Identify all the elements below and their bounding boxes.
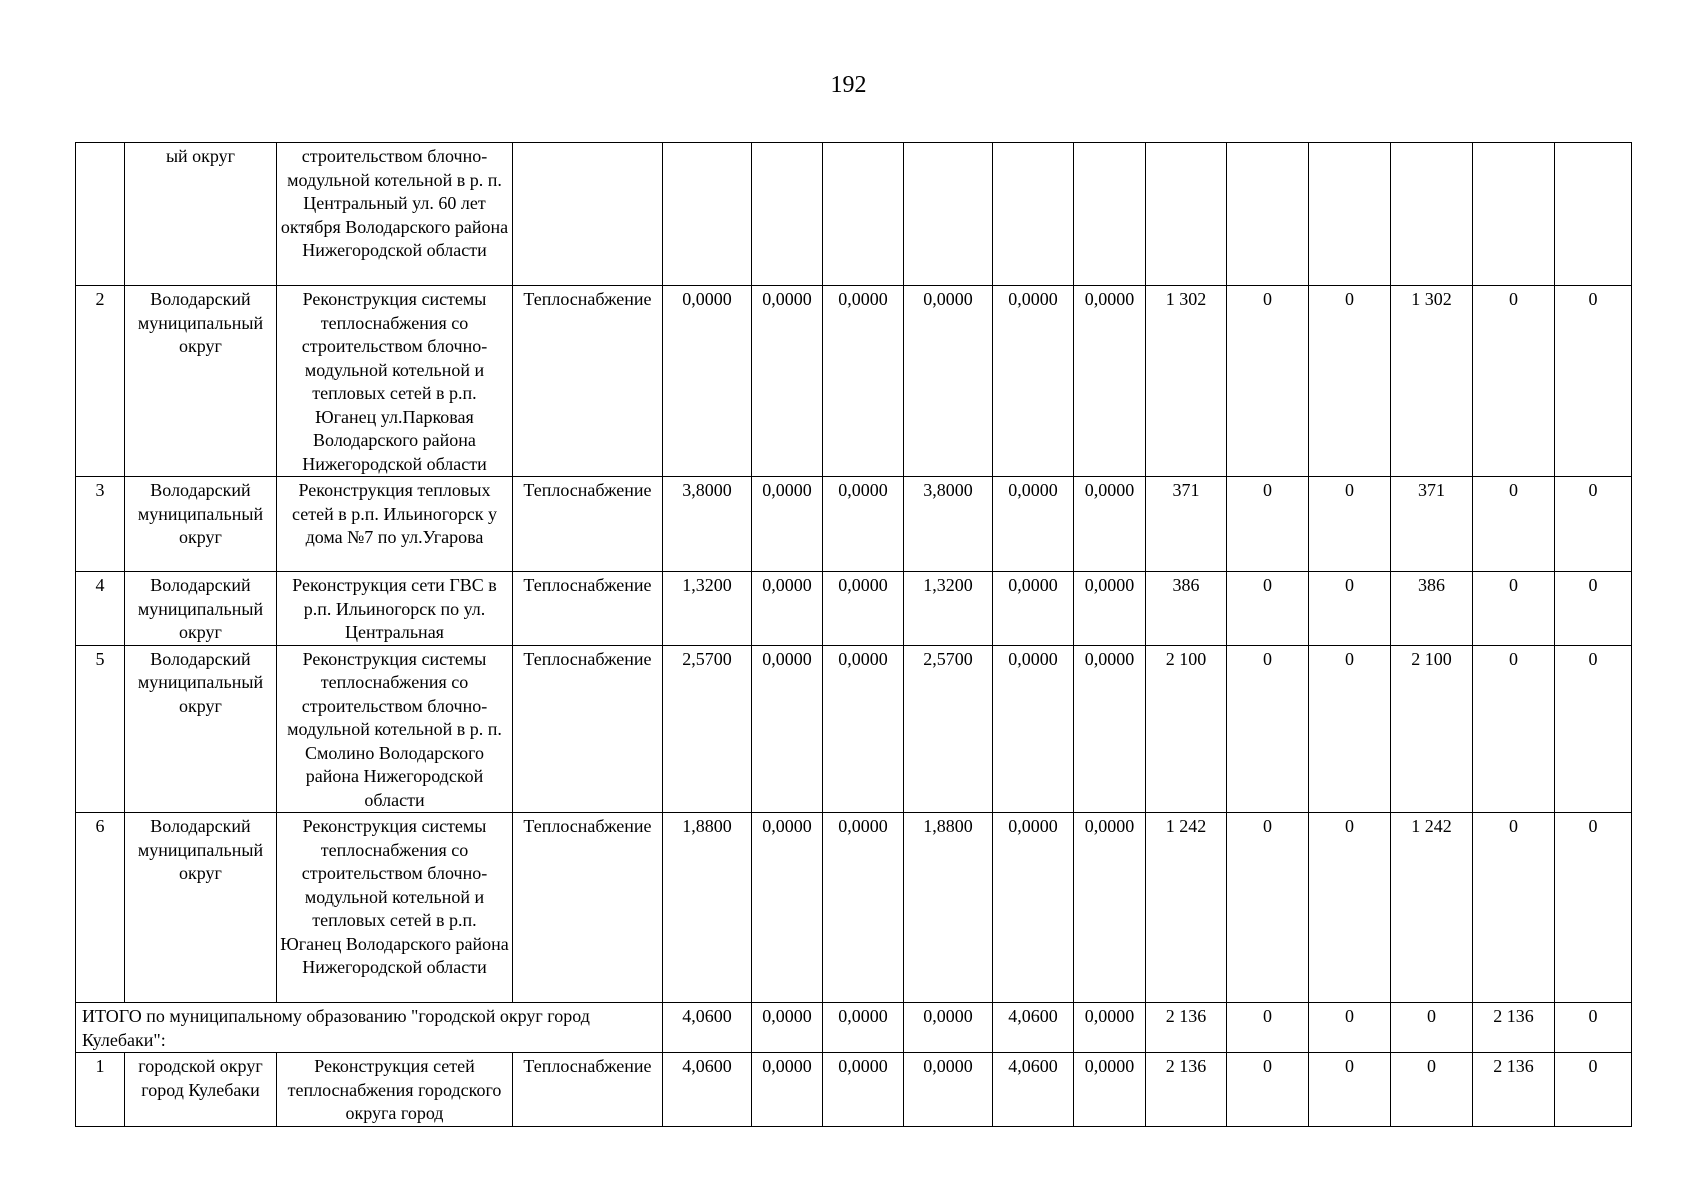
value-cell [752,143,823,286]
value-cell: 0,0000 [752,477,823,572]
value-cell [904,143,993,286]
value-cell: 0,0000 [823,645,904,813]
value-cell: 0 [1555,813,1632,1003]
value-cell: 0,0000 [752,286,823,477]
value-cell: 2,5700 [904,645,993,813]
value-cell [1074,143,1146,286]
value-cell: 371 [1391,477,1473,572]
page-number: 192 [830,72,867,98]
row-number: 2 [76,286,125,477]
value-cell: 0 [1309,1003,1391,1053]
value-cell: 0 [1555,645,1632,813]
value-cell: 0 [1309,813,1391,1003]
category-cell: Теплоснабжение [513,286,663,477]
row-number: 3 [76,477,125,572]
project-cell: Реконструкция сетей теплоснабжения городского округа город [277,1053,513,1127]
total-row [76,1003,1632,1053]
value-cell: 0,0000 [823,572,904,646]
value-cell: 0 [1555,1053,1632,1127]
value-cell: 0 [1473,813,1555,1003]
value-cell: 0,0000 [993,477,1074,572]
value-cell: 0,0000 [823,813,904,1003]
value-cell [1473,143,1555,286]
value-cell [1146,143,1227,286]
row-number [76,143,125,286]
value-cell: 0,0000 [904,286,993,477]
value-cell: 1,8800 [663,813,752,1003]
value-cell: 1,8800 [904,813,993,1003]
value-cell: 0 [1309,477,1391,572]
table-row [76,813,1632,1003]
project-cell: Реконструкция системы теплоснабжения со строительством блочно-модульной котельной в р. п. Смолино Володарского района Нижегородской области [277,645,513,813]
value-cell: 3,8000 [663,477,752,572]
value-cell: 2,5700 [663,645,752,813]
value-cell: 0,0000 [993,572,1074,646]
value-cell: 0 [1227,286,1309,477]
value-cell: 0,0000 [1074,1053,1146,1127]
value-cell: 4,0600 [663,1003,752,1053]
value-cell: 0,0000 [752,572,823,646]
value-cell: 0 [1227,477,1309,572]
value-cell: 1 302 [1391,286,1473,477]
value-cell [663,143,752,286]
category-cell: Теплоснабжение [513,1053,663,1127]
value-cell: 2 100 [1146,645,1227,813]
value-cell: 0,0000 [752,1003,823,1053]
value-cell: 0 [1227,1053,1309,1127]
project-cell: Реконструкция системы теплоснабжения со строительством блочно-модульной котельной и тепловых сетей в р.п. Юганец ул.Парковая Володарского района Нижегородской области [277,286,513,477]
municipality-cell: Володарский муниципальный округ [125,645,277,813]
value-cell: 0,0000 [1074,477,1146,572]
municipality-cell: Володарский муниципальный округ [125,572,277,646]
category-cell: Теплоснабжение [513,477,663,572]
value-cell: 2 136 [1146,1003,1227,1053]
value-cell: 0,0000 [752,813,823,1003]
table-row [76,1053,1632,1127]
value-cell: 0,0000 [1074,1003,1146,1053]
value-cell [1555,143,1632,286]
table-row [76,645,1632,813]
value-cell: 0 [1473,645,1555,813]
table-row [76,477,1632,572]
value-cell: 0 [1473,477,1555,572]
value-cell: 3,8000 [904,477,993,572]
category-cell: Теплоснабжение [513,572,663,646]
value-cell: 0,0000 [1074,645,1146,813]
value-cell: 0,0000 [904,1053,993,1127]
value-cell: 2 136 [1473,1003,1555,1053]
table-body [76,143,1632,1127]
value-cell: 0,0000 [663,286,752,477]
municipality-cell: Володарский муниципальный округ [125,477,277,572]
value-cell: 0,0000 [823,286,904,477]
municipality-cell: Володарский муниципальный округ [125,813,277,1003]
value-cell: 0,0000 [752,645,823,813]
municipality-cell: ый округ [125,143,277,286]
total-label: ИТОГО по муниципальному образованию "городской округ город Кулебаки": [76,1003,663,1053]
value-cell: 0 [1309,286,1391,477]
municipality-cell: Володарский муниципальный округ [125,286,277,477]
value-cell: 0,0000 [1074,813,1146,1003]
value-cell: 0,0000 [1074,572,1146,646]
value-cell: 0 [1309,645,1391,813]
value-cell: 0 [1473,286,1555,477]
row-number: 6 [76,813,125,1003]
value-cell [993,143,1074,286]
value-cell: 1 242 [1391,813,1473,1003]
value-cell: 0,0000 [993,286,1074,477]
value-cell: 386 [1146,572,1227,646]
value-cell: 371 [1146,477,1227,572]
value-cell: 2 136 [1473,1053,1555,1127]
value-cell: 0 [1555,286,1632,477]
municipality-cell: городской округ город Кулебаки [125,1053,277,1127]
row-number: 4 [76,572,125,646]
value-cell: 0,0000 [904,1003,993,1053]
row-number: 1 [76,1053,125,1127]
value-cell: 1 242 [1146,813,1227,1003]
value-cell: 0 [1555,1003,1632,1053]
value-cell: 4,0600 [663,1053,752,1127]
value-cell [823,143,904,286]
project-cell: Реконструкция сети ГВС в р.п. Ильиногорск по ул. Центральная [277,572,513,646]
value-cell: 0 [1391,1053,1473,1127]
value-cell: 0 [1309,572,1391,646]
project-cell: Реконструкция системы теплоснабжения со строительством блочно-модульной котельной и тепловых сетей в р.п. Юганец Володарского района Нижегородской области [277,813,513,1003]
value-cell: 0,0000 [823,1053,904,1127]
value-cell: 0 [1391,1003,1473,1053]
table-row [76,572,1632,646]
value-cell: 0 [1227,1003,1309,1053]
project-cell: строительством блочно-модульной котельной в р. п. Центральный ул. 60 лет октября Володарского района Нижегородской области [277,143,513,286]
value-cell: 0,0000 [823,1003,904,1053]
investment-table [75,142,1632,1127]
project-cell: Реконструкция тепловых сетей в р.п. Ильиногорск у дома №7 по ул.Угарова [277,477,513,572]
table-row [76,286,1632,477]
category-cell: Теплоснабжение [513,813,663,1003]
value-cell: 0,0000 [752,1053,823,1127]
value-cell: 2 100 [1391,645,1473,813]
value-cell: 0 [1227,813,1309,1003]
value-cell: 4,0600 [993,1003,1074,1053]
value-cell: 386 [1391,572,1473,646]
value-cell: 0 [1555,572,1632,646]
value-cell [1391,143,1473,286]
value-cell [1227,143,1309,286]
value-cell: 1,3200 [904,572,993,646]
table-row [76,143,1632,286]
value-cell: 0,0000 [823,477,904,572]
value-cell: 0,0000 [993,813,1074,1003]
value-cell: 4,0600 [993,1053,1074,1127]
category-cell [513,143,663,286]
category-cell: Теплоснабжение [513,645,663,813]
value-cell: 0 [1555,477,1632,572]
value-cell: 0 [1227,645,1309,813]
value-cell: 0 [1227,572,1309,646]
value-cell: 1,3200 [663,572,752,646]
value-cell: 0 [1309,1053,1391,1127]
value-cell: 0,0000 [993,645,1074,813]
value-cell: 2 136 [1146,1053,1227,1127]
value-cell [1309,143,1391,286]
row-number: 5 [76,645,125,813]
value-cell: 0,0000 [1074,286,1146,477]
value-cell: 1 302 [1146,286,1227,477]
value-cell: 0 [1473,572,1555,646]
